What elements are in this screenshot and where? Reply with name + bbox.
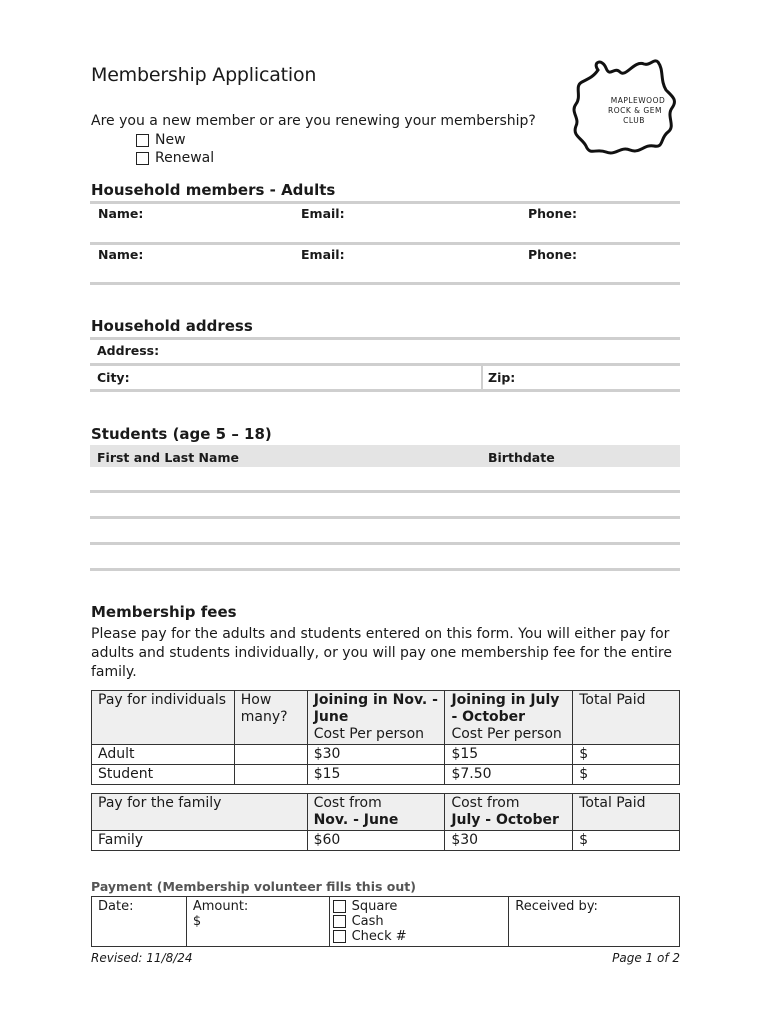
name-label: Name:	[98, 247, 144, 262]
adult-total-cell[interactable]: $	[573, 745, 680, 765]
adult-2-line[interactable]	[90, 282, 680, 285]
payment-table	[91, 896, 680, 947]
col-how-many: How many?	[234, 691, 307, 745]
family-fees-table	[91, 793, 680, 851]
renewal-label: Renewal	[155, 150, 215, 166]
adult-count-cell[interactable]	[234, 745, 307, 765]
new-checkbox[interactable]	[136, 134, 149, 147]
adult-1-line[interactable]	[90, 242, 680, 245]
student-line[interactable]	[90, 516, 680, 519]
page-title: Membership Application	[91, 64, 317, 86]
col-pay-family: Pay for the family	[92, 794, 308, 831]
date-cell[interactable]: Date:	[92, 897, 187, 947]
email-label: Email:	[301, 206, 345, 221]
name-label: Name:	[98, 206, 144, 221]
individual-fees-table	[91, 690, 680, 785]
student-birth-col: Birthdate	[488, 450, 555, 465]
cash-option[interactable]: Cash	[333, 914, 503, 929]
city-label: City:	[97, 370, 130, 385]
logo-line: ROCK & GEM	[608, 106, 662, 115]
student-total-cell[interactable]: $	[573, 765, 680, 785]
student-line[interactable]	[90, 490, 680, 493]
col-total-paid: Total Paid	[573, 794, 680, 831]
payment-heading: Payment (Membership volunteer fills this out)	[91, 879, 416, 894]
col-nov-june: Joining in Nov. - June Cost Per person	[307, 691, 445, 745]
check-option[interactable]: Check #	[333, 929, 503, 944]
method-cell	[329, 897, 509, 947]
zip-label: Zip:	[488, 370, 516, 385]
student-line[interactable]	[90, 542, 680, 545]
email-label: Email:	[301, 247, 345, 262]
square-option[interactable]: Square	[333, 899, 503, 914]
member-question: Are you a new member or are you renewing your membership?	[91, 113, 536, 129]
col-july-oct: Joining in July - October Cost Per person	[445, 691, 573, 745]
students-heading: Students (age 5 – 18)	[91, 425, 272, 443]
table-row: Student $15 $7.50 $	[92, 765, 680, 785]
cash-checkbox[interactable]	[333, 915, 346, 928]
table-row: Adult $30 $15 $	[92, 745, 680, 765]
fees-paragraph: Please pay for the adults and students entered on this form. You will either pay for adults and students individually, or you will pay one membership fee for the entire family.	[91, 626, 672, 680]
address-label: Address:	[97, 343, 160, 358]
club-logo	[568, 56, 680, 160]
logo-line: CLUB	[623, 116, 645, 125]
logo-line: MAPLEWOOD	[610, 96, 666, 105]
col-nov-june: Cost from Nov. - June	[307, 794, 445, 831]
amount-cell[interactable]: Amount: $	[186, 897, 329, 947]
page-number: Page 1 of 2	[612, 951, 680, 965]
student-name-col: First and Last Name	[97, 450, 239, 465]
address-line[interactable]	[90, 363, 680, 366]
col-july-oct: Cost from July - October	[445, 794, 573, 831]
table-row: Family $60 $30 $	[92, 831, 680, 851]
col-total-paid: Total Paid	[573, 691, 680, 745]
fees-heading: Membership fees	[91, 603, 237, 621]
city-zip-line[interactable]	[90, 389, 680, 392]
revised-date: Revised: 11/8/24	[91, 951, 193, 965]
square-checkbox[interactable]	[333, 900, 346, 913]
student-count-cell[interactable]	[234, 765, 307, 785]
renewal-option[interactable]	[136, 150, 214, 166]
received-by-cell[interactable]: Received by:	[509, 897, 680, 947]
adults-heading: Household members - Adults	[91, 181, 336, 199]
renewal-checkbox[interactable]	[136, 152, 149, 165]
new-option[interactable]	[136, 132, 186, 148]
phone-label: Phone:	[528, 206, 578, 221]
col-pay-individuals: Pay for individuals	[92, 691, 235, 745]
check-checkbox[interactable]	[333, 930, 346, 943]
family-total-cell[interactable]: $	[573, 831, 680, 851]
student-line[interactable]	[90, 568, 680, 571]
phone-label: Phone:	[528, 247, 578, 262]
address-heading: Household address	[91, 317, 253, 335]
new-label: New	[155, 132, 186, 148]
